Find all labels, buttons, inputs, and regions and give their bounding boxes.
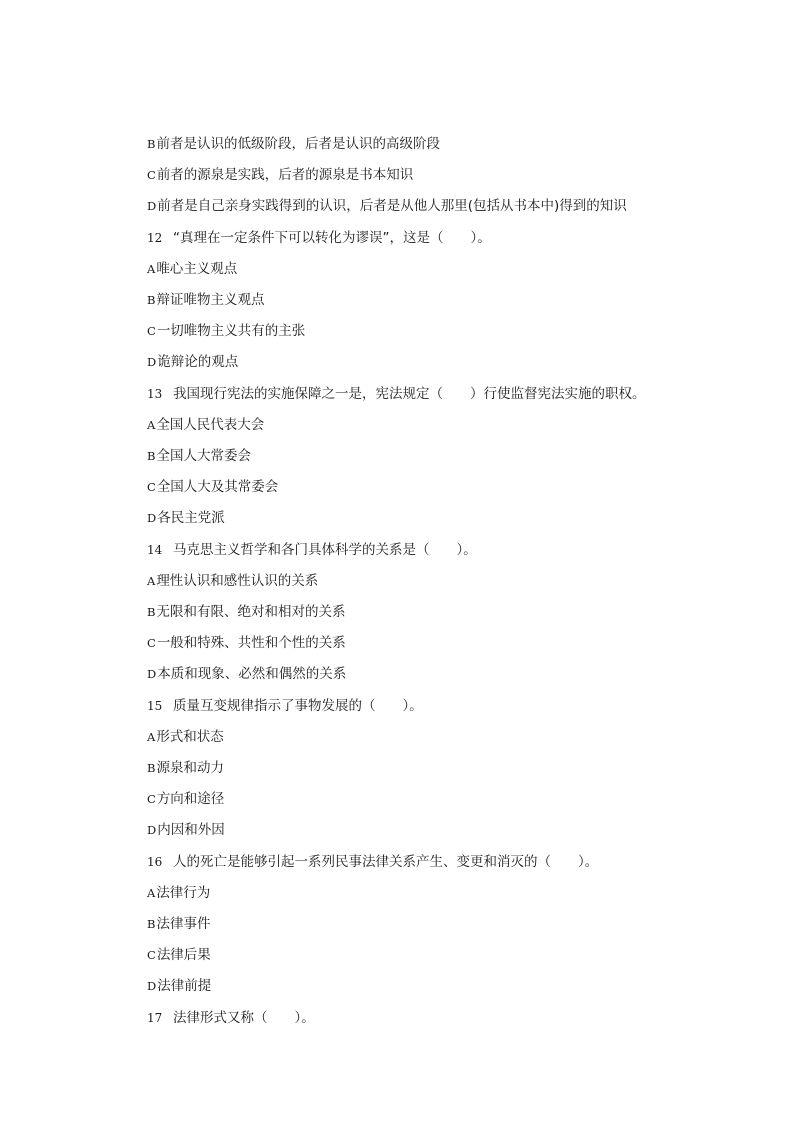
option-letter: C [147, 480, 156, 494]
option-line [147, 478, 747, 496]
option-line [147, 884, 747, 902]
option-text: 前者的源泉是实践，后者的源泉是书本知识 [156, 167, 414, 183]
option-text: 无限和有限、绝对和相对的关系 [156, 604, 346, 620]
question-line [147, 541, 747, 559]
option-letter: C [147, 324, 156, 338]
option-text: 法律事件 [156, 916, 211, 932]
option-text: 源泉和动力 [156, 760, 224, 776]
option-letter: A [147, 730, 156, 744]
option-line [147, 634, 747, 652]
option-text: 形式和状态 [156, 729, 224, 745]
option-text: 唯心主义观点 [156, 261, 238, 277]
question-line [147, 385, 747, 403]
option-line [147, 135, 747, 153]
option-letter: B [147, 137, 156, 151]
option-line [147, 291, 747, 309]
question-number: 12 [147, 231, 163, 245]
option-letter: A [147, 574, 156, 588]
question-number: 17 [147, 1011, 163, 1025]
option-line [147, 447, 747, 465]
option-letter: D [147, 823, 157, 837]
option-line [147, 946, 747, 964]
option-text: 方向和途径 [156, 791, 225, 807]
option-letter: D [147, 355, 157, 369]
option-letter: B [147, 449, 156, 463]
option-line [147, 915, 747, 933]
option-line [147, 603, 747, 621]
option-text: 法律前提 [157, 978, 212, 994]
option-line [147, 509, 747, 527]
option-letter: C [147, 792, 156, 806]
option-letter: C [147, 636, 156, 650]
option-letter: A [147, 262, 156, 276]
option-line [147, 977, 747, 995]
option-letter: A [147, 886, 156, 900]
option-letter: D [147, 199, 157, 213]
option-letter: B [147, 605, 156, 619]
option-letter: C [147, 168, 156, 182]
option-line [147, 665, 747, 683]
question-number: 15 [147, 699, 163, 713]
option-line [147, 166, 747, 184]
option-text: 法律行为 [156, 885, 211, 901]
option-letter: C [147, 948, 156, 962]
option-letter: B [147, 761, 156, 775]
option-line [147, 572, 747, 590]
option-letter: D [147, 979, 157, 993]
option-text: 一切唯物主义共有的主张 [156, 323, 306, 339]
question-number: 16 [147, 855, 163, 869]
question-text: 马克思主义哲学和各门具体科学的关系是（ ）。 [173, 542, 477, 558]
question-text: “真理在一定条件下可以转化为谬误”，这是（ ）。 [173, 230, 491, 246]
question-line [147, 853, 747, 871]
option-text: 前者是认识的低级阶段，后者是认识的高级阶段 [156, 136, 440, 152]
option-letter: A [147, 418, 156, 432]
option-letter: B [147, 293, 156, 307]
option-line [147, 197, 747, 215]
question-line [147, 229, 747, 247]
option-letter: B [147, 917, 156, 931]
question-text: 人的死亡是能够引起一系列民事法律关系产生、变更和消灭的（ ）。 [173, 854, 599, 870]
option-text: 全国人民代表大会 [156, 417, 265, 433]
option-text: 前者是自己亲身实践得到的认识，后者是从他人那里(包括从书本中)得到的知识 [157, 198, 627, 214]
option-line [147, 353, 747, 371]
option-line [147, 260, 747, 278]
option-text: 理性认识和感性认识的关系 [156, 573, 319, 589]
option-text: 全国人大常委会 [156, 448, 251, 464]
option-text: 内因和外因 [157, 822, 225, 838]
question-number: 14 [147, 543, 163, 557]
option-line [147, 322, 747, 340]
option-line [147, 416, 747, 434]
option-text: 各民主党派 [157, 510, 225, 526]
question-number: 13 [147, 387, 163, 401]
option-text: 辩证唯物主义观点 [156, 292, 265, 308]
question-text: 质量互变规律指示了事物发展的（ ）。 [173, 698, 423, 714]
option-line [147, 821, 747, 839]
question-line [147, 1009, 747, 1027]
option-text: 本质和现象、必然和偶然的关系 [157, 666, 347, 682]
option-text: 法律后果 [156, 947, 211, 963]
option-letter: D [147, 511, 157, 525]
option-letter: D [147, 667, 157, 681]
question-text: 法律形式又称（ ）。 [173, 1010, 315, 1026]
option-text: 一般和特殊、共性和个性的关系 [156, 635, 346, 651]
option-text: 全国人大及其常委会 [156, 479, 279, 495]
question-text: 我国现行宪法的实施保障之一是，宪法规定（ ）行使监督宪法实施的职权。 [173, 386, 646, 402]
option-line [147, 790, 747, 808]
question-line [147, 697, 747, 715]
option-text: 诡辩论的观点 [157, 354, 239, 370]
option-line [147, 728, 747, 746]
option-line [147, 759, 747, 777]
